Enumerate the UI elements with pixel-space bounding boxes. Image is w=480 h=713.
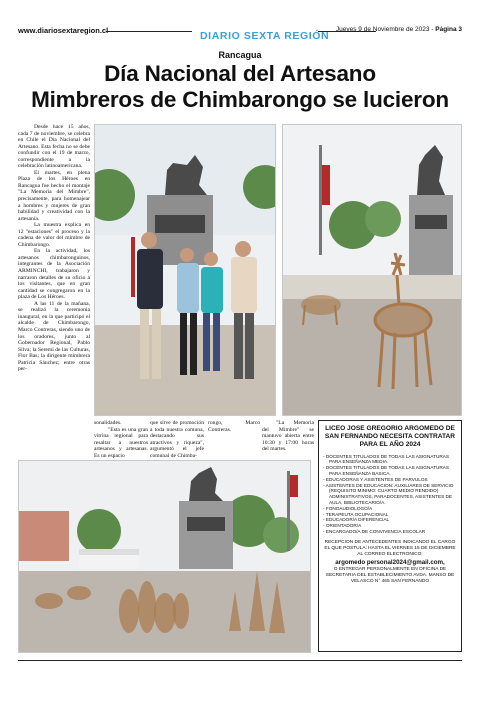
ad-job-item: - FONOAUDIOLOGO/A xyxy=(323,506,457,512)
ad-job-item: - DOCENTES TITULADOS DE TODAS LAS ASIGNATURAS PARA ENSEÑANZA BASICA. xyxy=(323,465,457,477)
page-header xyxy=(18,26,462,40)
ad-job-item: - ENCARGADO/A DE CONVIVENCIA ESCOLAR xyxy=(323,529,457,535)
ad-job-item: - TERAPEUTA OCUPACIONAL xyxy=(323,512,457,518)
ad-title: LICEO JOSE GREGORIO ARGOMEDO DE SAN FERNANDO NECESITA CONTRATAR PARA EL AÑO 2024 xyxy=(324,425,456,449)
article-column-1 xyxy=(18,124,90,373)
photo-wicker-deer xyxy=(282,124,462,416)
paragraph: Desde hace 15 años, cada 7 de noviembre, se celebra en Chile el Día Nacional del Artesano. Esta fecha no se debe confundir con el 19 de marzo, correspondiente a la celebración latinoamericana. xyxy=(18,124,90,170)
ad-contact-email[interactable]: argomedo personal2024@gmail.com, xyxy=(335,558,445,566)
ad-job-item: - ASISTENTES DE EDUCACION: AUXILIARES DE SERVICIO (REQUISITO MINIMO: CUARTO MEDIO RENDIDO) ADMINISTRATIVOS, PARADOCENTES, ASISTENTES DE AULA, BIBLIOTECARIO/A. xyxy=(323,483,457,506)
ad-application-note: RECEPCION DE ANTECEDENTES INDICANDO EL CARGO EL QUE POSTULA: HASTA EL VIERNES 15 DE DICIEMBRE AL CORREO ELECTRONICO: xyxy=(324,539,456,557)
paragraph: "Esta es una gran vitrina regional para resaltar a nuestros artesanos y artesanas. Es un espacio xyxy=(94,426,148,459)
photo-group-at-monument xyxy=(94,124,276,416)
paragraph: A las 11 de la mañana, se realizó la ceremonia inaugural, en la que participó el alcalde de Chimbarongo, Marco Contreras, siendo uno de los oradores, junto al Gobernador Regional, Pablo Silva; la Seremi de las Culturas, Flor Bas; la dirigente mimbrera Patricia Sánchez; entre otras per- xyxy=(18,300,90,373)
article-column-4 xyxy=(208,420,260,433)
newspaper-brand: DIARIO SEXTA REGIÓN xyxy=(200,30,330,42)
job-advertisement xyxy=(318,420,462,652)
article-column-2 xyxy=(94,420,148,459)
ad-job-item: - EDUCADOR/A DIFERENCIAL xyxy=(323,517,457,523)
photo-deer-graphic xyxy=(283,125,462,416)
paragraph: que sirve de promoción a toda nuestra comuna, destacando sus atractivos y riqueza", argumentó el jefe comunal de Chimba- xyxy=(150,420,204,459)
photo-plaza-exhibition xyxy=(18,460,311,653)
ad-job-list xyxy=(323,454,457,535)
paragraph: La muestra explica en 12 "estaciones" el proceso y la cadena de valor del mimbre de Chimbarongo. xyxy=(18,222,90,248)
article-column-3 xyxy=(150,420,204,459)
paragraph: El martes, en plena Plaza de los Héroes en Rancagua fue hecho el montaje "La Memoria del Mimbre", precisamente, para homenajear a hombres y mujeres de gran habilidad y creatividad con la artesanía. xyxy=(18,169,90,222)
issue-date xyxy=(336,26,462,33)
ad-address-note: O ENTREGAR PERSONALMENTE EN OFICINA DE SECRETARIA DEL ESTABLECIMIENTO AVDA. MANSO DE VELASCO N° 465 SAN FERNANDO xyxy=(325,566,455,584)
page-number: Página 3 xyxy=(435,26,462,33)
ad-job-item: - ORIENTADOR/A xyxy=(323,523,457,529)
headline-line-1: Día Nacional del Artesano xyxy=(104,61,376,86)
article-headline xyxy=(0,61,480,113)
paragraph: En la actividad, los artesanos chimbaronguinos, integrantes de la Asociación ARMINCHI, trabajaron y narraron detalles de su oficio a los visitantes, que en gran cantidad se congregaron en la plaza de Los Héroes. xyxy=(18,248,90,301)
paragraph: rongo, Marco Contreras. xyxy=(208,420,260,433)
date-text: Jueves 9 de Noviembre de 2023 - xyxy=(335,26,436,33)
article-kicker: Rancagua xyxy=(218,50,262,60)
headline-line-2: Mimbreros de Chimbarongo se lucieron xyxy=(31,87,449,112)
page-bottom-rule xyxy=(18,660,462,661)
photo-group-graphic xyxy=(95,125,276,416)
header-rule-left xyxy=(106,31,192,32)
paragraph: sonalidades. xyxy=(94,420,122,426)
ad-job-item: - DOCENTES TITULADOS DE TODAS LAS ASIGNATURAS PARA ENSEÑANZA MEDIA. xyxy=(323,454,457,466)
ad-job-item: - EDUCADORAS Y ASISTENTES DE PARVULOS xyxy=(323,477,457,483)
photo-plaza-graphic xyxy=(19,461,311,653)
site-url[interactable]: www.diariosextaregion.cl xyxy=(18,26,109,35)
article-column-5 xyxy=(262,420,314,453)
paragraph: "La Memoria del Mimbre" se mantuvo abierta entre 10:30 y 17:00 horas del martes. xyxy=(262,420,314,453)
